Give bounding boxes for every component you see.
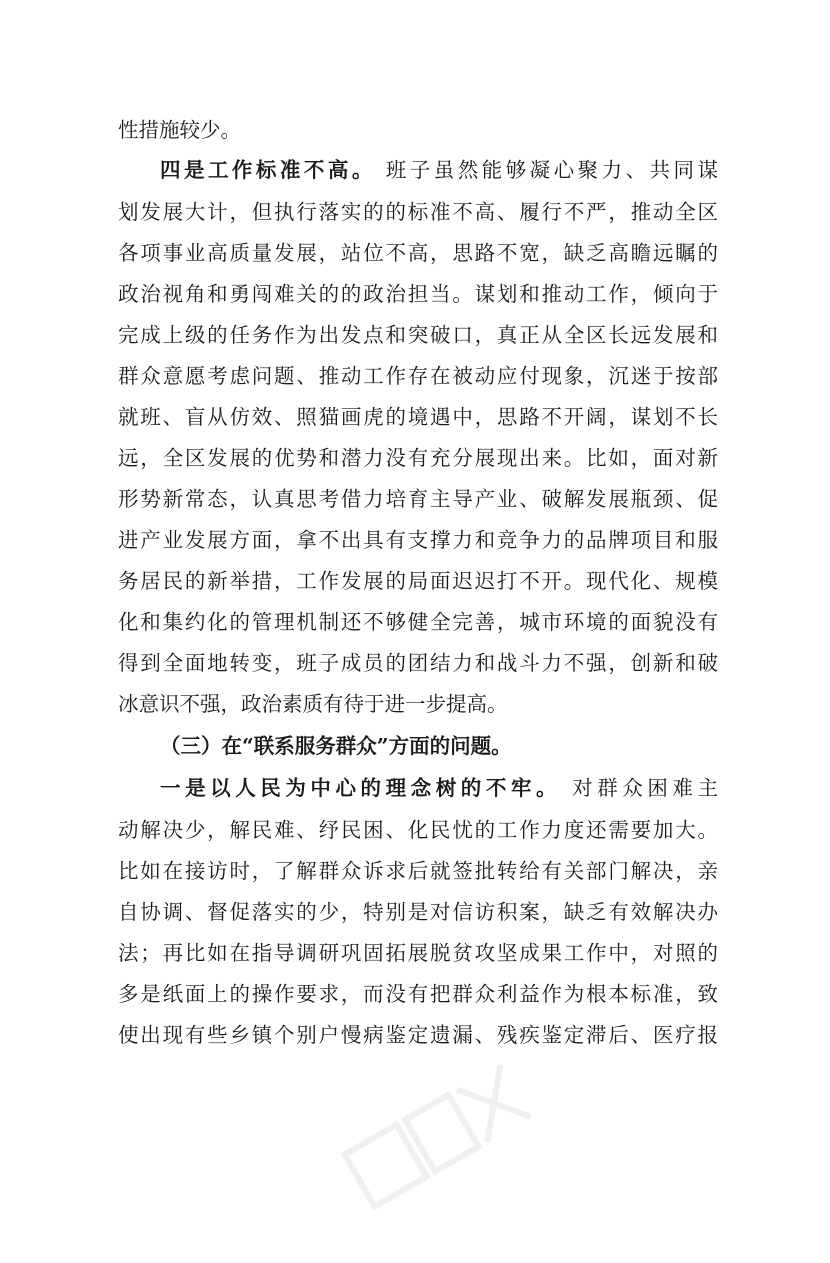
paragraph-line: 完成上级的任务作为出发点和突破口，真正从全区长远发展和 xyxy=(118,323,718,347)
paragraph-line: 务居民的新举措，工作发展的局面迟迟打不开。现代化、规模 xyxy=(118,569,718,593)
paragraph-line: 划发展大计，但执行落实的的标准不高、履行不严，推动全区 xyxy=(118,200,718,224)
lead-phrase: 四是工作标准不高。 xyxy=(160,158,376,182)
paragraph-line: 一是以人民为中心的理念树的不牢。 对群众困难主 xyxy=(160,776,718,800)
paragraph-line: 多是纸面上的操作要求，而没有把群众利益作为根本标准，致 xyxy=(118,982,718,1006)
lead-phrase: 一是以人民为中心的理念树的不牢。 xyxy=(160,776,562,800)
paragraph-line: 自协调、督促落实的少，特别是对信访积案，缺乏有效解决办 xyxy=(118,900,718,924)
watermark-logo xyxy=(307,1020,573,1260)
paragraph-line: 各项事业高质量发展，站位不高，思路不宽，缺乏高瞻远瞩的 xyxy=(118,241,718,265)
paragraph-line: 就班、盲从仿效、照猫画虎的境遇中，思路不开阔，谋划不长 xyxy=(118,405,718,429)
paragraph-line: 形势新常态，认真思考借力培育主导产业、破解发展瓶颈、促 xyxy=(118,487,718,511)
paragraph-line: 动解决少，解民难、纾民困、化民忧的工作力度还需要加大。 xyxy=(118,818,718,842)
paragraph-line: 使出现有些乡镇个别户慢病鉴定遗漏、残疾鉴定滞后、医疗报 xyxy=(118,1023,718,1047)
paragraph-line: 冰意识不强，政治素质有待于进一步提高。 xyxy=(118,692,508,716)
paragraph-line: 得到全面地转变，班子成员的团结力和战斗力不强，创新和破 xyxy=(118,651,718,675)
paragraph-line: 远，全区发展的优势和潜力没有充分展现出来。比如，面对新 xyxy=(118,446,718,470)
paragraph-line: 法；再比如在指导调研巩固拓展脱贫攻坚成果工作中，对照的 xyxy=(118,941,718,965)
paragraph-line: 进产业发展方面，拿不出具有支撑力和竞争力的品牌项目和服 xyxy=(118,528,718,552)
paragraph-line: 四是工作标准不高。 班子虽然能够凝心聚力、共同谋 xyxy=(160,158,719,182)
paragraph-line: 化和集约化的管理机制还不够健全完善，城市环境的面貌没有 xyxy=(118,610,718,634)
paragraph-line: 政治视角和勇闯难关的的政治担当。谋划和推动工作，倾向于 xyxy=(118,282,718,306)
section-heading: （三）在“联系服务群众”方面的问题。 xyxy=(160,734,512,758)
paragraph-line: 性措施较少。 xyxy=(118,118,241,142)
paragraph-line: 比如在接访时，了解群众诉求后就签批转给有关部门解决，亲 xyxy=(118,859,718,883)
paragraph-line: 群众意愿考虑问题、推动工作存在被动应付现象，沉迷于按部 xyxy=(118,364,718,388)
